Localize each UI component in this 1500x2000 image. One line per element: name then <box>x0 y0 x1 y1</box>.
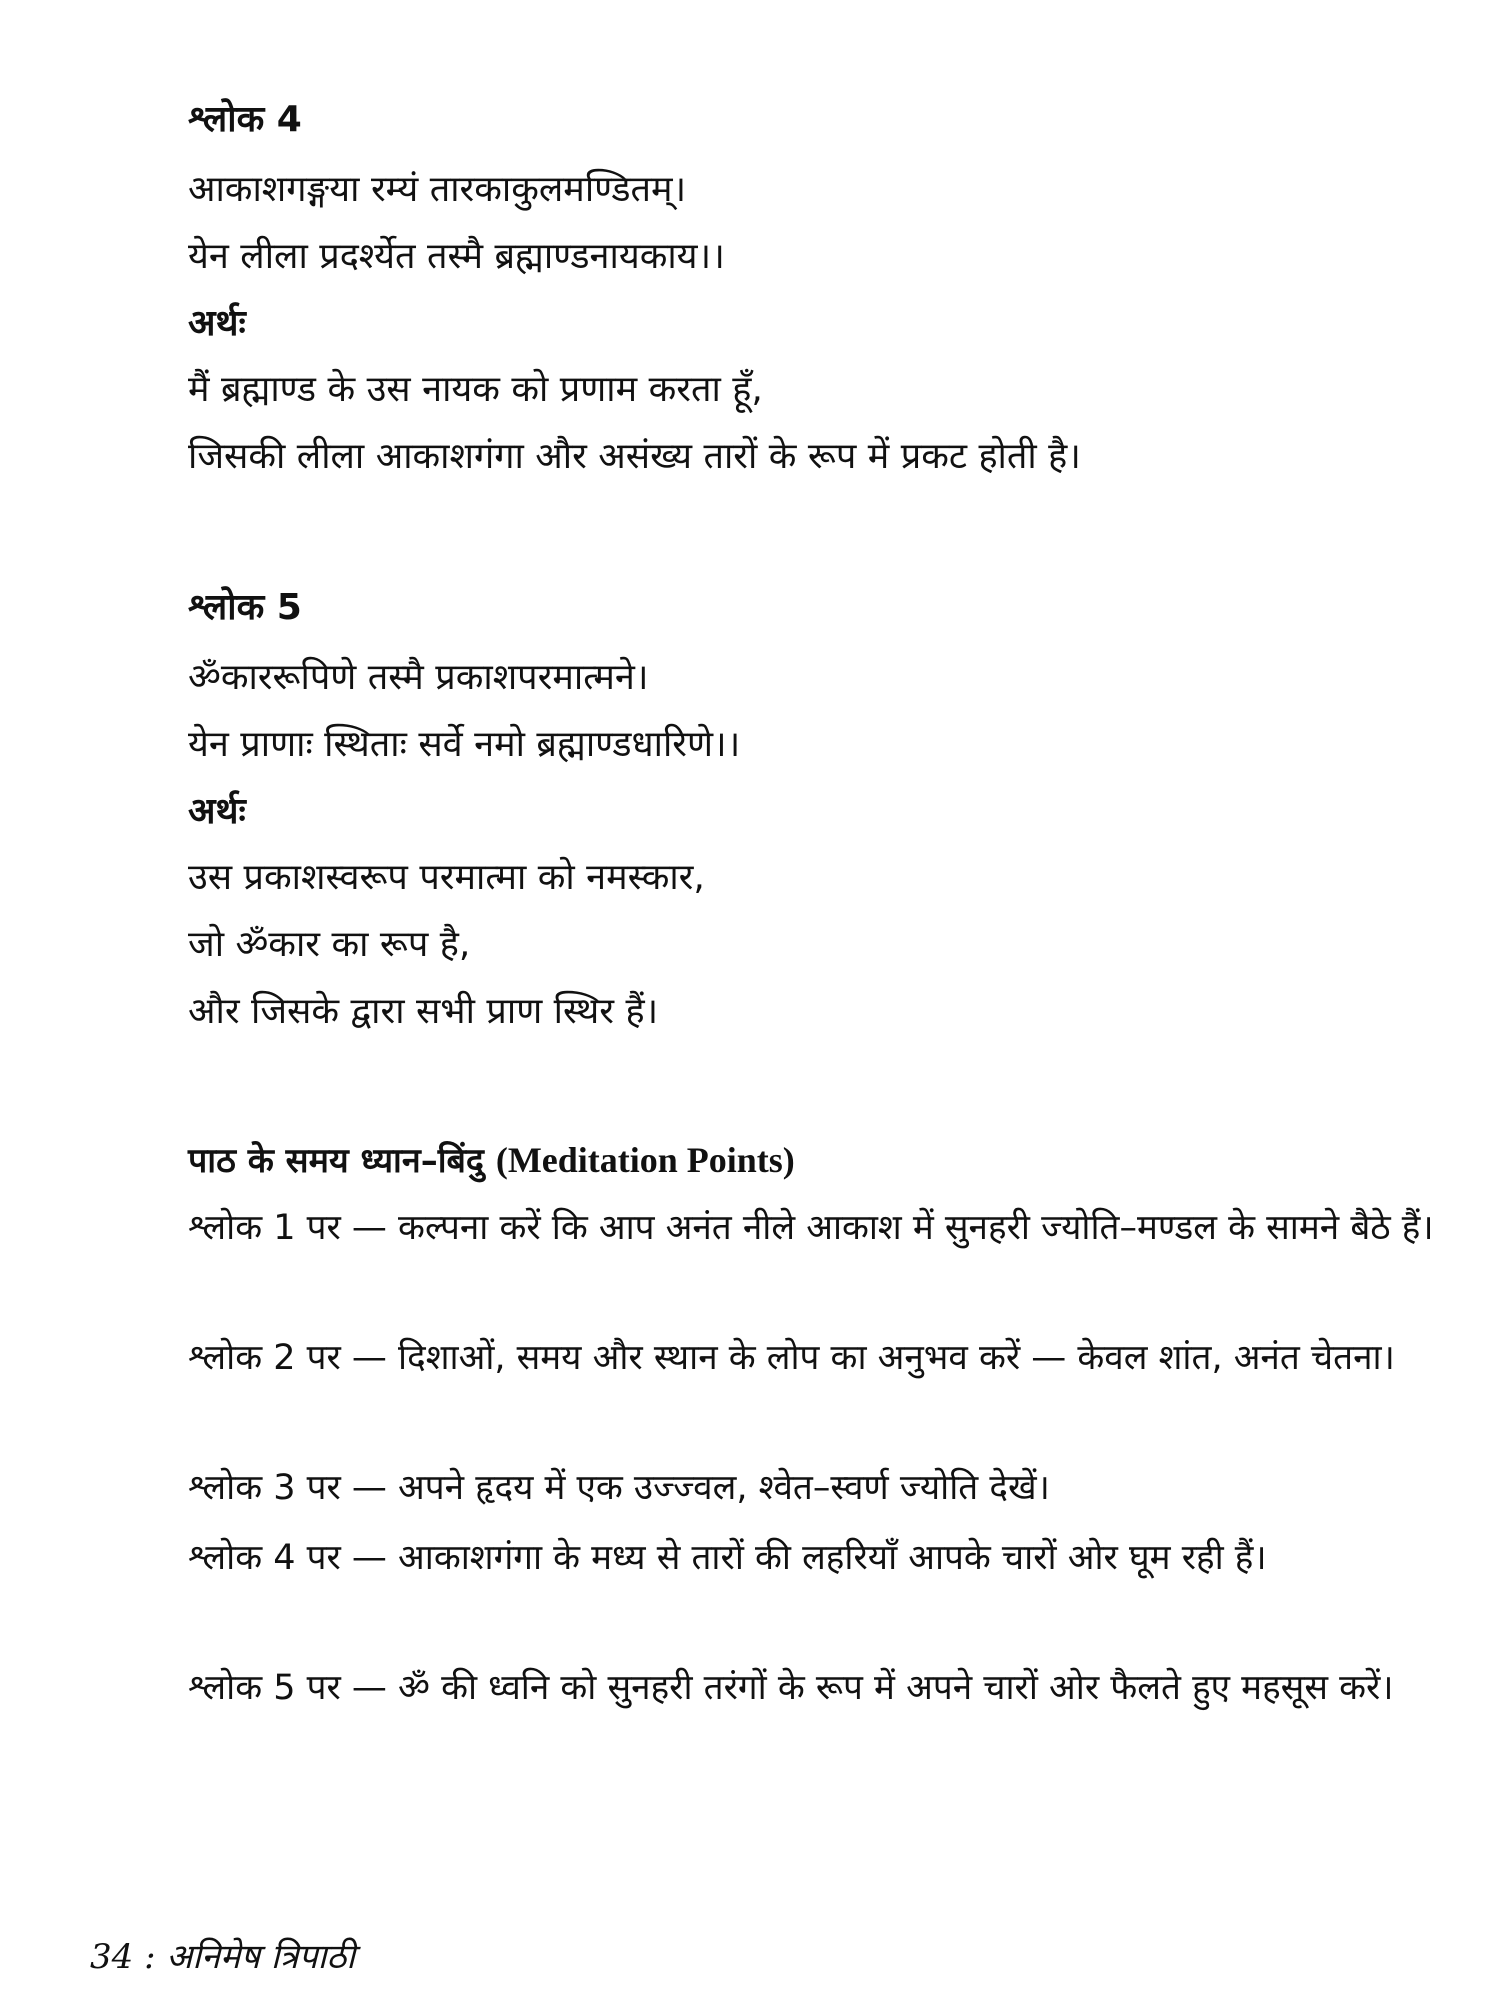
meditation-title-english: (Meditation Points) <box>495 1140 795 1180</box>
shloka-4-meaning-line-2: जिसकी लीला आकाशगंगा और असंख्य तारों के रूप में प्रकट होती है। <box>188 436 1081 477</box>
shloka-4-meaning-line-1: मैं ब्रह्माण्ड के उस नायक को प्रणाम करता हूँ, <box>188 369 763 410</box>
shloka-4-section <box>188 100 1468 504</box>
meditation-point-1: श्लोक 1 पर — कल्पना करें कि आप अनंत नीले आकाश में सुनहरी ज्योति–मण्डल के सामने बैठे हैं। <box>188 1208 1434 1248</box>
shloka-5-meaning-line-2: जो ॐकार का रूप है, <box>188 924 471 965</box>
shloka-5-verse-line-1: ॐकाररूपिणे तस्मै प्रकाशपरमात्मने। <box>188 657 649 698</box>
meditation-title-hindi: पाठ के समय ध्यान–बिंदु <box>188 1141 484 1181</box>
shloka-4-meaning-label: अर्थः <box>188 303 246 344</box>
shloka-5-meaning-line-3: और जिसके द्वारा सभी प्राण स्थिर हैं। <box>188 991 659 1032</box>
shloka-4-verse-line-1: आकाशगङ्गया रम्यं तारकाकुलमण्डितम्। <box>188 169 687 210</box>
meditation-point-2: श्लोक 2 पर — दिशाओं, समय और स्थान के लोप का अनुभव करें — केवल शांत, अनंत चेतना। <box>188 1338 1395 1378</box>
shloka-4-verse-line-2: येन लीला प्रदर्श्येत तस्मै ब्रह्माण्डनायकाय।। <box>188 236 725 277</box>
shloka-4-heading: श्लोक 4 <box>188 99 302 140</box>
meditation-point-4: श्लोक 4 पर — आकाशगंगा के मध्य से तारों की लहरियाँ आपके चारों ओर घूम रही हैं। <box>188 1538 1267 1578</box>
shloka-5-section <box>188 588 1468 1059</box>
shloka-5-meaning-line-1: उस प्रकाशस्वरूप परमात्मा को नमस्कार, <box>188 857 705 898</box>
meditation-point-5: श्लोक 5 पर — ॐ की ध्वनि को सुनहरी तरंगों के रूप में अपने चारों ओर फैलते हुए महसूस करें। <box>188 1668 1394 1708</box>
page-footer: 34 : अनिमेष त्रिपाठी <box>90 1937 356 1977</box>
meditation-point-3: श्लोक 3 पर — अपने हृदय में एक उज्ज्वल, श्वेत–स्वर्ण ज्योति देखें। <box>188 1468 1050 1508</box>
shloka-5-verse-line-2: येन प्राणाः स्थिताः सर्वे नमो ब्रह्माण्डधारिणे।। <box>188 724 741 765</box>
meditation-points-heading <box>188 1140 795 1181</box>
shloka-5-meaning-label: अर्थः <box>188 791 246 832</box>
shloka-5-heading: श्लोक 5 <box>188 587 302 628</box>
